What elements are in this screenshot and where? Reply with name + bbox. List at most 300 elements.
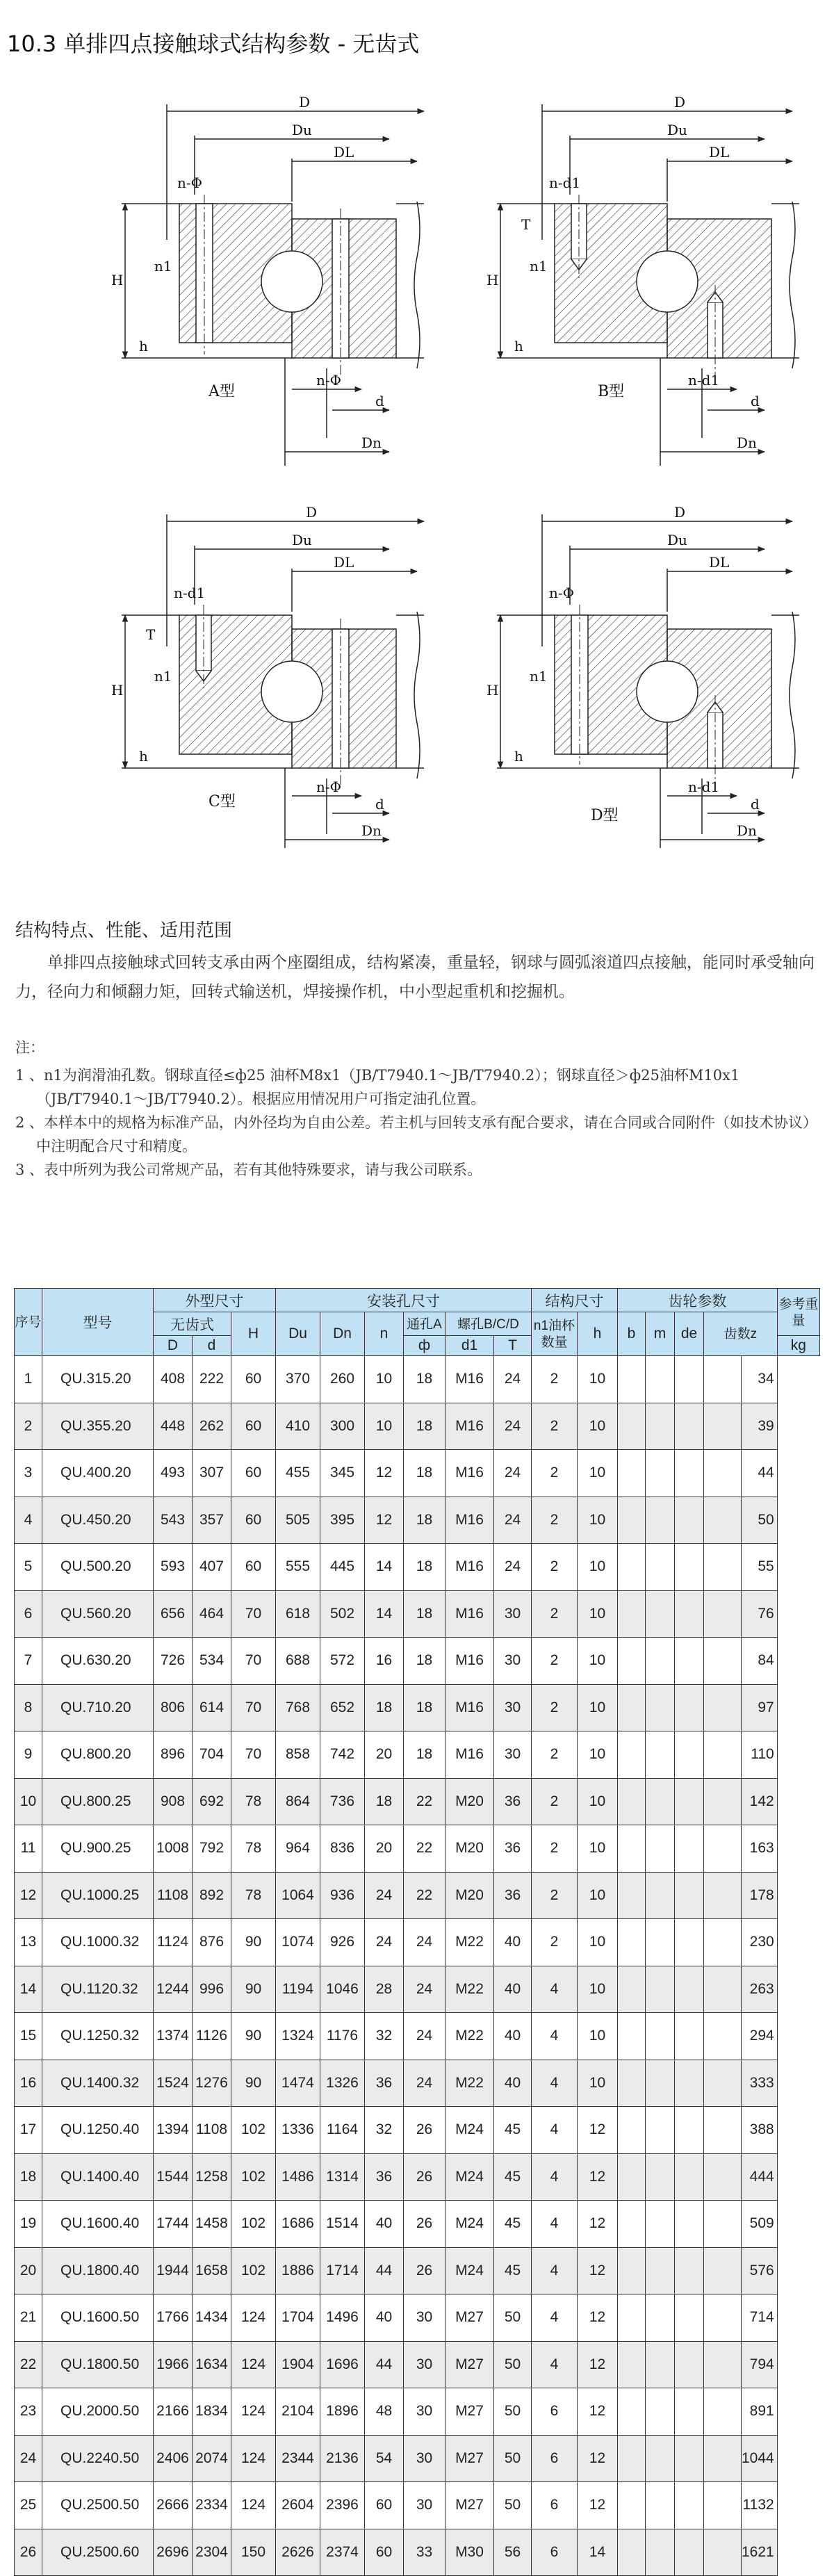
cell-phi: 30 xyxy=(404,2435,445,2482)
cell-weight: 230 xyxy=(742,1919,778,1966)
cell-n: 36 xyxy=(365,2153,404,2201)
cell-b xyxy=(618,1966,646,2013)
cell-model: QU.800.20 xyxy=(42,1731,154,1779)
cell-Du: 1686 xyxy=(276,2201,320,2248)
cell-b xyxy=(618,1403,646,1450)
cell-n: 12 xyxy=(365,1450,404,1497)
label-c-n1: n1 xyxy=(154,668,172,685)
cell-weight: 714 xyxy=(742,2294,778,2342)
cell-seq: 7 xyxy=(15,1638,42,1685)
cell-n: 60 xyxy=(365,2482,404,2529)
cell-phi: 26 xyxy=(404,2247,445,2294)
cell-de xyxy=(675,2529,704,2576)
cell-H: 124 xyxy=(231,2294,276,2342)
label-a-n1: n1 xyxy=(154,258,172,275)
cell-z xyxy=(704,2388,742,2436)
cell-bolt: M16 xyxy=(445,1450,494,1497)
cell-phi: 18 xyxy=(404,1590,445,1638)
cell-H: 90 xyxy=(231,1966,276,2013)
table-row xyxy=(15,2388,820,2436)
cell-Du: 1324 xyxy=(276,2013,320,2060)
cell-bolt: M22 xyxy=(445,1919,494,1966)
cell-seq: 13 xyxy=(15,1919,42,1966)
cell-D: 1744 xyxy=(154,2201,193,2248)
cell-de xyxy=(675,2247,704,2294)
cell-m xyxy=(646,2294,675,2342)
cell-T: 45 xyxy=(494,2153,532,2201)
cell-n1: 4 xyxy=(532,2153,578,2201)
cell-n1: 4 xyxy=(532,2247,578,2294)
table-row xyxy=(15,1919,820,1966)
cell-d: 614 xyxy=(193,1684,231,1731)
cell-weight: 576 xyxy=(742,2247,778,2294)
cell-bolt: M16 xyxy=(445,1638,494,1685)
header-ref-weight: 参考重量 xyxy=(777,1289,819,1336)
cell-H: 90 xyxy=(231,2013,276,2060)
cell-H: 70 xyxy=(231,1638,276,1685)
cell-Dn: 2136 xyxy=(320,2435,365,2482)
table-row xyxy=(15,2341,820,2388)
cell-de xyxy=(675,1544,704,1591)
cell-Dn: 1164 xyxy=(320,2107,365,2154)
cell-n: 48 xyxy=(365,2388,404,2436)
label-a-d: d xyxy=(375,393,384,409)
cell-Dn: 1176 xyxy=(320,2013,365,2060)
cell-phi: 18 xyxy=(404,1544,445,1591)
cell-T: 40 xyxy=(494,2013,532,2060)
cell-h: 10 xyxy=(578,1356,618,1403)
label-a-n-phi: n-Φ xyxy=(177,174,203,191)
cell-Du: 1704 xyxy=(276,2294,320,2342)
cell-H: 124 xyxy=(231,2482,276,2529)
cell-H: 78 xyxy=(231,1778,276,1825)
label-b-D: D xyxy=(674,94,686,111)
label-d-n-phi: n-Φ xyxy=(549,585,575,601)
label-b-T: T xyxy=(521,216,531,233)
cell-H: 102 xyxy=(231,2201,276,2248)
cell-Dn: 2396 xyxy=(320,2482,365,2529)
cell-Dn: 936 xyxy=(320,1872,365,1919)
drawing-type-a xyxy=(122,104,424,466)
cell-z xyxy=(704,1966,742,2013)
cell-weight: 163 xyxy=(742,1825,778,1873)
cell-phi: 18 xyxy=(404,1450,445,1497)
cell-seq: 20 xyxy=(15,2247,42,2294)
cell-model: QU.710.20 xyxy=(42,1684,154,1731)
cell-H: 102 xyxy=(231,2247,276,2294)
page-title: 10.3 单排四点接触球式结构参数 - 无齿式 xyxy=(7,31,420,57)
cell-n: 10 xyxy=(365,1356,404,1403)
label-type-b: B型 xyxy=(598,383,625,400)
cell-b xyxy=(618,2435,646,2482)
cell-d: 792 xyxy=(193,1825,231,1873)
label-type-d: D型 xyxy=(591,807,619,824)
note-item-3: 3 、表中所列为我公司常规产品，若有其他特殊要求，请与我公司联系。 xyxy=(15,1161,482,1178)
cell-d: 222 xyxy=(193,1356,231,1403)
cell-model: QU.2240.50 xyxy=(42,2435,154,2482)
cell-phi: 24 xyxy=(404,2060,445,2107)
header-d: d xyxy=(193,1336,231,1356)
cell-weight: 1132 xyxy=(742,2482,778,2529)
cell-seq: 26 xyxy=(15,2529,42,2576)
cell-model: QU.560.20 xyxy=(42,1590,154,1638)
cell-D: 1244 xyxy=(154,1966,193,2013)
cell-weight: 39 xyxy=(742,1403,778,1450)
label-c-H: H xyxy=(111,682,124,699)
cell-n: 12 xyxy=(365,1497,404,1544)
cell-model: QU.355.20 xyxy=(42,1403,154,1450)
cell-z xyxy=(704,2294,742,2342)
cell-seq: 1 xyxy=(15,1356,42,1403)
cell-weight: 110 xyxy=(742,1731,778,1779)
cell-de xyxy=(675,2153,704,2201)
label-d-n-d1: n-d1 xyxy=(688,778,720,795)
cell-weight: 263 xyxy=(742,1966,778,2013)
cell-T: 50 xyxy=(494,2435,532,2482)
cell-n: 32 xyxy=(365,2107,404,2154)
table-row xyxy=(15,1638,820,1685)
cell-n: 14 xyxy=(365,1544,404,1591)
table-row xyxy=(15,2107,820,2154)
cell-n: 36 xyxy=(365,2060,404,2107)
header-H: H xyxy=(231,1312,276,1356)
cell-weight: 388 xyxy=(742,2107,778,2154)
cell-model: QU.2500.60 xyxy=(42,2529,154,2576)
cell-model: QU.900.25 xyxy=(42,1825,154,1873)
notes-label: 注： xyxy=(15,1039,44,1056)
cell-H: 60 xyxy=(231,1356,276,1403)
cell-z xyxy=(704,2013,742,2060)
cell-phi: 26 xyxy=(404,2153,445,2201)
cell-bolt: M24 xyxy=(445,2153,494,2201)
cell-n1: 4 xyxy=(532,2201,578,2248)
cell-seq: 23 xyxy=(15,2388,42,2436)
cell-Dn: 736 xyxy=(320,1778,365,1825)
spec-table xyxy=(14,1288,820,2576)
cell-d: 262 xyxy=(193,1403,231,1450)
cell-bolt: M27 xyxy=(445,2294,494,2342)
label-d-DL: DL xyxy=(709,554,730,571)
cell-n: 40 xyxy=(365,2201,404,2248)
label-b-Dn: Dn xyxy=(737,434,757,451)
label-d-H: H xyxy=(486,682,499,699)
cell-z xyxy=(704,2060,742,2107)
cell-z xyxy=(704,1825,742,1873)
cell-n: 60 xyxy=(365,2529,404,2576)
cell-de xyxy=(675,1778,704,1825)
cell-m xyxy=(646,1356,675,1403)
cell-seq: 19 xyxy=(15,2201,42,2248)
cell-de xyxy=(675,1825,704,1873)
cell-h: 10 xyxy=(578,1497,618,1544)
cell-phi: 24 xyxy=(404,2013,445,2060)
cell-weight: 178 xyxy=(742,1872,778,1919)
table-row xyxy=(15,2247,820,2294)
cell-n: 18 xyxy=(365,1684,404,1731)
cell-n1: 4 xyxy=(532,2013,578,2060)
cell-Dn: 1714 xyxy=(320,2247,365,2294)
cell-Du: 1074 xyxy=(276,1919,320,1966)
cell-phi: 18 xyxy=(404,1403,445,1450)
cell-Dn: 502 xyxy=(320,1590,365,1638)
cell-D: 656 xyxy=(154,1590,193,1638)
spec-table-header xyxy=(15,1289,820,1356)
header-model: 型号 xyxy=(42,1289,154,1356)
cell-Dn: 926 xyxy=(320,1919,365,1966)
cell-D: 2166 xyxy=(154,2388,193,2436)
cell-n1: 2 xyxy=(532,1497,578,1544)
cell-n: 40 xyxy=(365,2294,404,2342)
cell-h: 10 xyxy=(578,1590,618,1638)
cell-T: 45 xyxy=(494,2107,532,2154)
cell-phi: 18 xyxy=(404,1356,445,1403)
table-row xyxy=(15,1403,820,1450)
header-m: m xyxy=(646,1312,675,1356)
cell-bolt: M16 xyxy=(445,1544,494,1591)
cell-b xyxy=(618,1590,646,1638)
cell-Dn: 2374 xyxy=(320,2529,365,2576)
cell-D: 1108 xyxy=(154,1872,193,1919)
label-a-n-phi-bottom: n-Φ xyxy=(316,372,342,389)
cell-phi: 30 xyxy=(404,2294,445,2342)
label-c-n-d1: n-d1 xyxy=(174,585,206,601)
cell-m xyxy=(646,1825,675,1873)
cell-seq: 14 xyxy=(15,1966,42,2013)
cell-m xyxy=(646,2153,675,2201)
cell-n1: 4 xyxy=(532,2341,578,2388)
cell-D: 1394 xyxy=(154,2107,193,2154)
cell-model: QU.1400.40 xyxy=(42,2153,154,2201)
header-h: h xyxy=(578,1312,618,1356)
label-type-a: A型 xyxy=(208,383,235,400)
cell-model: QU.500.20 xyxy=(42,1544,154,1591)
cell-h: 12 xyxy=(578,2482,618,2529)
cell-bolt: M20 xyxy=(445,1872,494,1919)
cell-T: 50 xyxy=(494,2341,532,2388)
cell-model: QU.1000.25 xyxy=(42,1872,154,1919)
cell-D: 1544 xyxy=(154,2153,193,2201)
header-n1: n1油杯数量 xyxy=(532,1312,578,1356)
cell-d: 996 xyxy=(193,1966,231,2013)
label-a-D: D xyxy=(299,94,311,111)
cell-D: 1966 xyxy=(154,2341,193,2388)
cell-model: QU.1800.40 xyxy=(42,2247,154,2294)
cell-model: QU.315.20 xyxy=(42,1356,154,1403)
cell-H: 102 xyxy=(231,2107,276,2154)
cell-d: 2334 xyxy=(193,2482,231,2529)
cell-seq: 4 xyxy=(15,1497,42,1544)
cell-seq: 11 xyxy=(15,1825,42,1873)
cell-n: 32 xyxy=(365,2013,404,2060)
cell-model: QU.1120.32 xyxy=(42,1966,154,2013)
header-outer-group: 外型尺寸 xyxy=(154,1289,276,1312)
cell-seq: 10 xyxy=(15,1778,42,1825)
cell-m xyxy=(646,1872,675,1919)
cell-bolt: M16 xyxy=(445,1497,494,1544)
table-row xyxy=(15,2529,820,2576)
cell-weight: 1621 xyxy=(742,2529,778,2576)
cell-b xyxy=(618,2013,646,2060)
cell-H: 124 xyxy=(231,2341,276,2388)
cell-D: 1524 xyxy=(154,2060,193,2107)
cell-phi: 18 xyxy=(404,1638,445,1685)
cell-bolt: M27 xyxy=(445,2388,494,2436)
drawing-type-b xyxy=(497,104,799,466)
cell-seq: 25 xyxy=(15,2482,42,2529)
cell-Du: 505 xyxy=(276,1497,320,1544)
cell-d: 407 xyxy=(193,1544,231,1591)
table-row xyxy=(15,2153,820,2201)
cell-weight: 76 xyxy=(742,1590,778,1638)
cell-bolt: M20 xyxy=(445,1825,494,1873)
cell-n: 44 xyxy=(365,2341,404,2388)
cell-weight: 794 xyxy=(742,2341,778,2388)
cell-de xyxy=(675,2013,704,2060)
header-d1: d1 xyxy=(445,1336,494,1356)
table-row xyxy=(15,1825,820,1873)
cell-bolt: M16 xyxy=(445,1590,494,1638)
cell-n1: 2 xyxy=(532,1825,578,1873)
cell-bolt: M22 xyxy=(445,2060,494,2107)
cell-weight: 97 xyxy=(742,1684,778,1731)
cell-z xyxy=(704,1684,742,1731)
cell-z xyxy=(704,1356,742,1403)
cell-n: 24 xyxy=(365,1919,404,1966)
cell-b xyxy=(618,1497,646,1544)
cell-h: 12 xyxy=(578,2388,618,2436)
cell-phi: 24 xyxy=(404,1966,445,2013)
cell-d: 1126 xyxy=(193,2013,231,2060)
cell-n1: 2 xyxy=(532,1544,578,1591)
cell-h: 12 xyxy=(578,2201,618,2248)
header-Du: Du xyxy=(276,1312,320,1356)
label-c-DL: DL xyxy=(334,554,354,571)
header-de: de xyxy=(675,1312,704,1356)
cell-phi: 30 xyxy=(404,2482,445,2529)
cell-b xyxy=(618,1450,646,1497)
cell-d: 876 xyxy=(193,1919,231,1966)
table-row xyxy=(15,1590,820,1638)
cell-n1: 2 xyxy=(532,1778,578,1825)
cell-Du: 864 xyxy=(276,1778,320,1825)
cell-bolt: M27 xyxy=(445,2341,494,2388)
table-row xyxy=(15,1356,820,1403)
technical-drawings xyxy=(0,76,834,855)
table-row xyxy=(15,1731,820,1779)
cell-n1: 4 xyxy=(532,2107,578,2154)
cell-Du: 1064 xyxy=(276,1872,320,1919)
cell-weight: 891 xyxy=(742,2388,778,2436)
cell-d: 1258 xyxy=(193,2153,231,2201)
cell-weight: 142 xyxy=(742,1778,778,1825)
cell-m xyxy=(646,2482,675,2529)
cell-h: 12 xyxy=(578,2435,618,2482)
cell-phi: 22 xyxy=(404,1825,445,1873)
cell-T: 56 xyxy=(494,2529,532,2576)
cell-D: 1008 xyxy=(154,1825,193,1873)
cell-D: 726 xyxy=(154,1638,193,1685)
cell-Dn: 1314 xyxy=(320,2153,365,2201)
cell-b xyxy=(618,1356,646,1403)
cell-n1: 6 xyxy=(532,2529,578,2576)
cell-d: 464 xyxy=(193,1590,231,1638)
cell-n1: 4 xyxy=(532,2060,578,2107)
cell-seq: 6 xyxy=(15,1590,42,1638)
cell-T: 36 xyxy=(494,1778,532,1825)
cell-Du: 618 xyxy=(276,1590,320,1638)
cell-Du: 858 xyxy=(276,1731,320,1779)
cell-bolt: M16 xyxy=(445,1403,494,1450)
description-paragraph: 单排四点接触球式回转支承由两个座圈组成，结构紧凑，重量轻，钢球与圆弧滚道四点接触，能同时承受轴向力，径向力和倾翻力矩，回转式输送机，焊接操作机，中小型起重机和挖掘机。 xyxy=(15,954,815,1001)
table-row xyxy=(15,2435,820,2482)
label-c-d: d xyxy=(375,796,384,813)
cell-bolt: M27 xyxy=(445,2435,494,2482)
cell-z xyxy=(704,1919,742,1966)
table-row xyxy=(15,1450,820,1497)
cell-m xyxy=(646,2388,675,2436)
cell-H: 78 xyxy=(231,1825,276,1873)
cell-T: 36 xyxy=(494,1872,532,1919)
label-b-n-d1-bottom: n-d1 xyxy=(688,372,720,389)
cell-b xyxy=(618,2388,646,2436)
cell-seq: 15 xyxy=(15,2013,42,2060)
header-seq: 序号 xyxy=(15,1289,42,1356)
cell-n: 20 xyxy=(365,1825,404,1873)
cell-T: 24 xyxy=(494,1544,532,1591)
cell-D: 1766 xyxy=(154,2294,193,2342)
cell-seq: 12 xyxy=(15,1872,42,1919)
cell-Du: 1336 xyxy=(276,2107,320,2154)
cell-T: 30 xyxy=(494,1684,532,1731)
header-kg: kg xyxy=(777,1336,819,1356)
cell-D: 408 xyxy=(154,1356,193,1403)
cell-model: QU.1250.32 xyxy=(42,2013,154,2060)
cell-Dn: 345 xyxy=(320,1450,365,1497)
cell-Du: 1886 xyxy=(276,2247,320,2294)
cell-seq: 9 xyxy=(15,1731,42,1779)
cell-Du: 410 xyxy=(276,1403,320,1450)
cell-h: 12 xyxy=(578,2294,618,2342)
cell-seq: 2 xyxy=(15,1403,42,1450)
cell-m xyxy=(646,1497,675,1544)
cell-m xyxy=(646,1638,675,1685)
cell-n: 10 xyxy=(365,1403,404,1450)
cell-seq: 8 xyxy=(15,1684,42,1731)
cell-phi: 22 xyxy=(404,1778,445,1825)
cell-b xyxy=(618,1684,646,1731)
cell-h: 12 xyxy=(578,2107,618,2154)
cell-z xyxy=(704,2247,742,2294)
cell-m xyxy=(646,1403,675,1450)
cell-z xyxy=(704,1638,742,1685)
label-c-Dn: Dn xyxy=(361,822,382,839)
label-b-H: H xyxy=(486,272,499,288)
cell-h: 10 xyxy=(578,2060,618,2107)
cell-H: 102 xyxy=(231,2153,276,2201)
cell-n1: 6 xyxy=(532,2482,578,2529)
cell-H: 60 xyxy=(231,1403,276,1450)
cell-z xyxy=(704,2529,742,2576)
cell-de xyxy=(675,2060,704,2107)
header-z: 齿数z xyxy=(704,1312,778,1356)
cell-m xyxy=(646,1450,675,1497)
cell-Du: 555 xyxy=(276,1544,320,1591)
cell-Du: 1194 xyxy=(276,1966,320,2013)
cell-de xyxy=(675,1450,704,1497)
cell-model: QU.1000.32 xyxy=(42,1919,154,1966)
cell-m xyxy=(646,1778,675,1825)
cell-T: 40 xyxy=(494,1966,532,2013)
